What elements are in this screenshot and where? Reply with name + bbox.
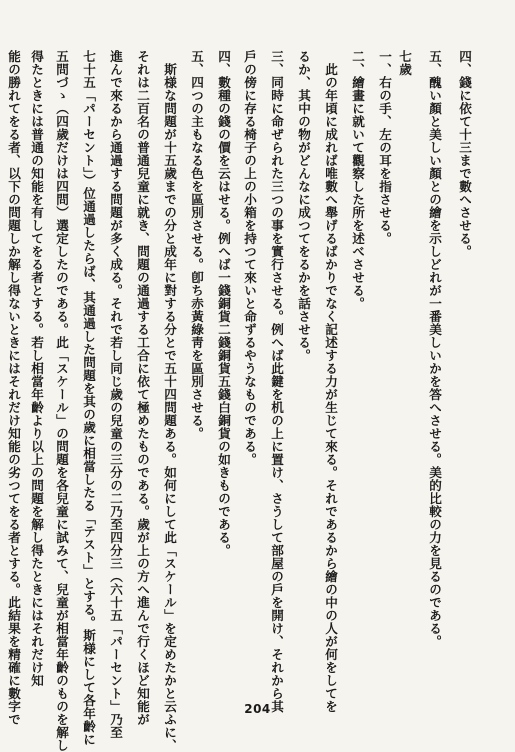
text-column: 四、數種の錢の價を云はせる。例へば一錢銅貨二錢銅貨五錢白銅貨の如きものである。 (216, 50, 231, 557)
text-column: 進んで來るから通過する問題が多く成る。それで若し同じ歲の兒童の三分の二乃至四分三（六十五「パーセント」乃至 (108, 50, 123, 739)
text-column: 三、同時に命ぜられた三つの事を實行させる。例へば此鍵を机の上に置け、さうして部屋の戶を開け、それから其 (269, 50, 284, 713)
text-column: 得たときには普通の知能を有してをる者とする。若し相當年齡より以上の問題を解し得たときにはそれだけ知 (29, 50, 44, 687)
text-column: 五、四つの主もなる色を區別させる。卽ち赤黃綠靑を區別させる。 (189, 50, 204, 440)
text-column: るか、其中の物がどんなに成つてをるかを話させる。 (296, 50, 311, 362)
text-column: それは二百名の普通兒童に就き、問題の通過する工合に依て極めたものである。歲が上の方へ進んで行くほど知能が (135, 50, 150, 726)
text-column: 四、錢に依て十三まで數へさせる。 (457, 50, 472, 258)
text-column: 能の勝れてをる者、以下の問題しか解し得ないときにはそれだけ知能の劣つてをる者とする。此結果を精確に數字で (6, 50, 21, 726)
text-column: 二、繪畫に就いて觀察した所を述べさせる。 (350, 50, 365, 310)
text-column: 此の年頃に成れば唯數へ舉げるばかりでなく記述する力が生じて來る。それであるから繪の中の人が何をしてを (323, 63, 338, 713)
page-number: 204 (244, 702, 271, 716)
text-column: 五問づゝ（四歲だけは四問）選定したのである。此「スケール」の問題を各兒童に試みて、兒童が相當年齡のものを解し (54, 50, 69, 752)
text-column: 五、醜い顏と美しい顏との繪を示しどれが一番美しいかを答へさせる。美的比較の力を見るのである。 (427, 50, 442, 648)
text-column: 戶の傍に存る椅子の上の小箱を持つて來いと命ずるやうなものである。 (242, 50, 257, 466)
text-column: 斯様な問題が十五歲までの分と成年に對する分とで五十四問題ある。如何にして此「スケール」を定めたかと云ふに、 (162, 63, 177, 752)
section-heading: 七歲 (397, 50, 412, 76)
text-column: 七十五「パーセント」）位通過したらば、其通過した問題を其の歲に相當したる「テスト」とする。斯様にして各年齡に (81, 50, 96, 746)
text-column: 一、右の手、左の耳を指させる。 (377, 50, 392, 245)
